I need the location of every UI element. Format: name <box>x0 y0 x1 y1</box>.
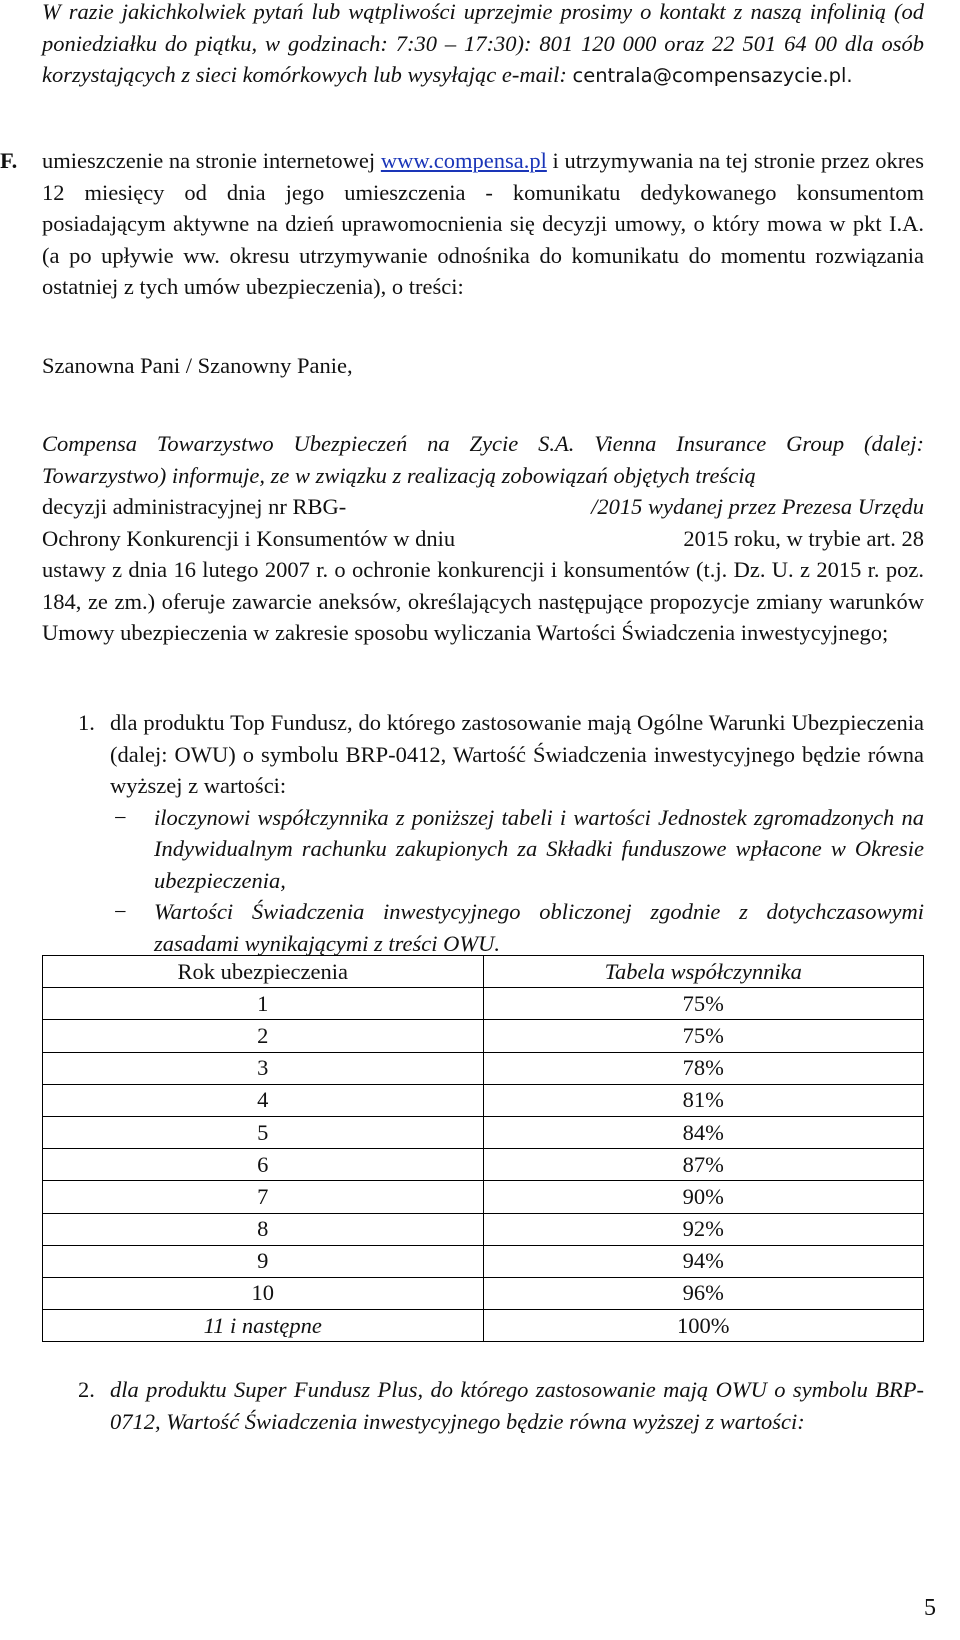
decision-number-text: decyzji administracyjnej nr RBG- <box>42 494 347 519</box>
letter-p4: ustawy z dnia 16 lutego 2007 r. o ochronie konkurencji i konsumentów (t.j. Dz. U. z 2015 r. poz. 184, ze zm.) oferuje zawarcie aneksów, określających następujące propozycje zmiany warunków Umowy ubezpieczenia w zakresie sposobu wyliczania Wartości Świadczenia inwestycyjnego; <box>42 557 924 645</box>
intro-email: centrala@compensazycie.pl. <box>572 64 853 87</box>
coefficient-cell: 75% <box>483 988 924 1020</box>
year-cell: 4 <box>43 1084 484 1116</box>
list-item-2 <box>42 1374 924 1437</box>
table-row <box>43 988 924 1020</box>
bullet-dash-icon: − <box>114 899 127 924</box>
year-cell: 2 <box>43 1020 484 1052</box>
year-cell: 5 <box>43 1116 484 1148</box>
table-row <box>43 1310 924 1342</box>
coefficient-cell: 96% <box>483 1277 924 1309</box>
year-cell: 9 <box>43 1245 484 1277</box>
year-cell: 10 <box>43 1277 484 1309</box>
table-row <box>43 1149 924 1181</box>
greeting: Szanowna Pani / Szanowny Panie, <box>42 353 353 378</box>
decision-issuer-text: /2015 wydanej przez Prezesa Urzędu <box>591 494 924 519</box>
intro-paragraph <box>42 0 924 92</box>
section-f-paragraph <box>42 145 924 303</box>
letter-body <box>42 428 924 649</box>
list-item-1-text: dla produktu Top Fundusz, do którego zastosowanie mają Ogólne Warunki Ubezpieczenia (dalej: OWU) o symbolu BRP-0412, Wartość Świadczenia inwestycyjnego będzie równa wyższej z wartości: <box>110 710 924 798</box>
coefficient-cell: 94% <box>483 1245 924 1277</box>
page-number: 5 <box>924 1595 936 1621</box>
bullet-item <box>114 896 924 959</box>
date-article-text: 2015 roku, w trybie art. 28 <box>683 525 924 551</box>
list-item-1 <box>42 707 924 959</box>
coefficient-cell: 87% <box>483 1149 924 1181</box>
bullet-list <box>114 802 924 960</box>
authority-text: Ochrony Konkurencji i Konsumentów w dniu <box>42 525 456 551</box>
bullet-item <box>114 802 924 897</box>
table-row <box>43 1020 924 1052</box>
year-cell: 6 <box>43 1149 484 1181</box>
bullet-text-1: iloczynowi współczynnika z poniższej tabeli i wartości Jednostek zgromadzonych na Indywidualnym rachunku zakupionych za Składki funduszowe wpłacone w Okresie ubezpieczenia, <box>154 804 924 893</box>
section-f <box>0 145 924 303</box>
table-row <box>43 1052 924 1084</box>
table-header-row <box>43 956 924 988</box>
section-f-text-before: umieszczenie na stronie internetowej <box>42 148 376 173</box>
list-item-2-text: dla produktu Super Fundusz Plus, do którego zastosowanie mają OWU o symbolu BRP-0712, Wartość Świadczenia inwestycyjnego będzie równa wyższej z wartości: <box>110 1377 924 1434</box>
table-row <box>43 1277 924 1309</box>
bullet-text-2: Wartości Świadczenia inwestycyjnego obliczonej zgodnie z dotychczasowymi zasadami wynikającymi z treści OWU. <box>154 899 924 956</box>
compensa-website-link[interactable]: www.compensa.pl <box>380 148 547 173</box>
coefficient-cell: 100% <box>483 1310 924 1342</box>
bullet-dash-icon: − <box>114 804 127 830</box>
year-cell: 11 i następne <box>43 1310 484 1342</box>
table-row <box>43 1116 924 1148</box>
year-cell: 3 <box>43 1052 484 1084</box>
year-cell: 1 <box>43 988 484 1020</box>
table-row <box>43 1213 924 1245</box>
letter-line-date <box>42 523 924 555</box>
coefficient-cell: 78% <box>483 1052 924 1084</box>
list-item-1-number: 1. <box>78 710 95 735</box>
table-row <box>43 1181 924 1213</box>
year-cell: 8 <box>43 1213 484 1245</box>
header-year: Rok ubezpieczenia <box>43 956 484 988</box>
list-item-2-number: 2. <box>78 1377 95 1402</box>
coefficient-cell: 81% <box>483 1084 924 1116</box>
letter-line-decision <box>42 491 924 523</box>
coefficient-cell: 84% <box>483 1116 924 1148</box>
intro-text: W razie jakichkolwiek pytań lub wątpliwości uprzejmie prosimy o kontakt z naszą infolinią (od poniedziałku do piątku, w godzinach: 7:30 – 17:30): 801 120 000 oraz 22 501 64 00 dla osób korzystających z sieci komórkowych lub wysyłając e-mail: <box>42 0 924 87</box>
coefficient-cell: 90% <box>483 1181 924 1213</box>
year-cell: 7 <box>43 1181 484 1213</box>
letter-p1: Compensa Towarzystwo Ubezpieczeń na Zycie S.A. Vienna Insurance Group (dalej: Towarzystwo) informuje, ze w związku z realizacją zobowiązań objętych treścią <box>42 431 924 488</box>
coefficient-cell: 75% <box>483 1020 924 1052</box>
header-coefficient: Tabela współczynnika <box>483 956 924 988</box>
table-row <box>43 1084 924 1116</box>
coefficient-table <box>42 955 924 1342</box>
coefficient-cell: 92% <box>483 1213 924 1245</box>
table-row <box>43 1245 924 1277</box>
section-f-text-after: i utrzymywania na tej stronie przez okres 12 miesięcy od dnia jego umieszczenia - komunikatu dedykowanego konsumentom posiadającym aktywne na dzień uprawomocnienia się decyzji umowy, o który mowa w pkt I.A. (a po upływie ww. okresu utrzymywanie odnośnika do komunikatu do momentu rozwiązania ostatniej z tych umów ubezpieczenia), o treści: <box>42 148 924 299</box>
section-f-letter: F. <box>0 148 18 173</box>
